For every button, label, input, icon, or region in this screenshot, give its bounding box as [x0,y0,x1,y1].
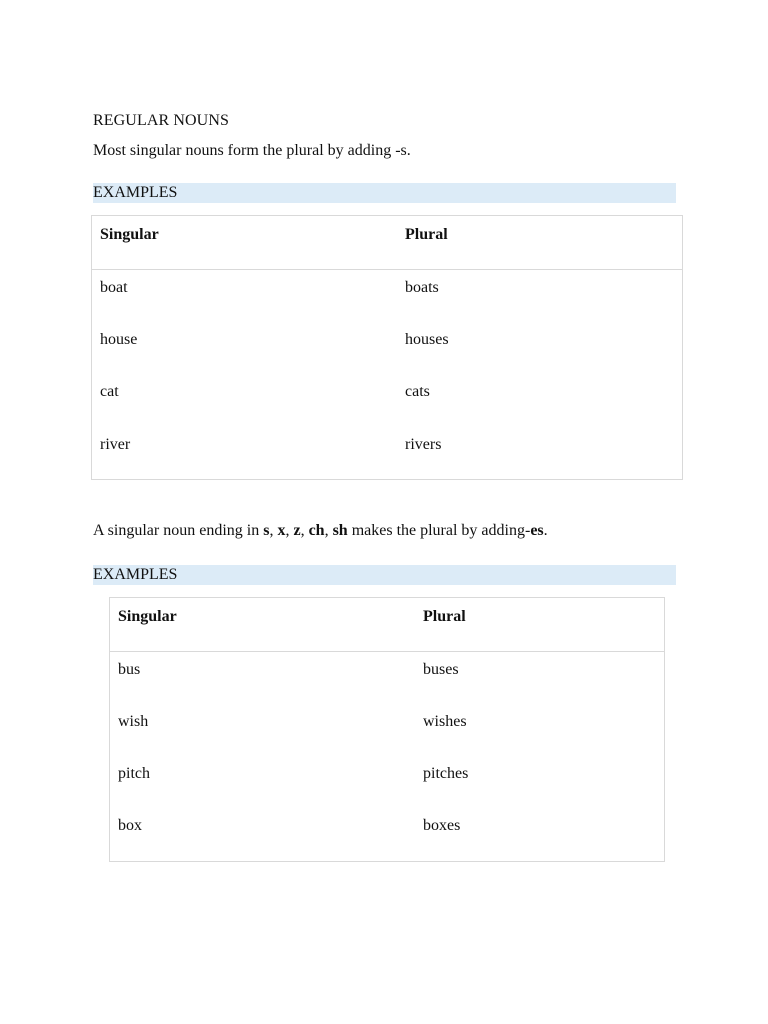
column-header-singular: Singular [100,226,159,243]
plural-cell: boats [405,279,439,296]
column-header-singular: Singular [118,608,177,625]
rule-text-end: . [543,522,548,539]
column-header-plural: Plural [405,226,448,243]
column-header-plural: Plural [423,608,466,625]
plural-cell: cats [405,383,430,400]
ending-s: s [263,522,270,539]
singular-cell: boat [100,279,128,296]
rule-paragraph [93,522,548,540]
singular-cell: house [100,331,138,348]
plural-cell: wishes [423,713,467,730]
singular-cell: wish [118,713,149,730]
singular-cell: box [118,817,142,834]
examples-table-1 [91,215,683,480]
ending-x: x [277,522,286,539]
examples-heading: EXAMPLES [93,565,676,585]
plural-cell: boxes [423,817,461,834]
ending-z: z [293,522,301,539]
singular-cell: pitch [118,765,150,782]
plural-cell: houses [405,331,449,348]
plural-cell: rivers [405,436,442,453]
singular-cell: bus [118,661,141,678]
separator: , [269,522,278,539]
singular-cell: cat [100,383,119,400]
intro-paragraph: Most singular nouns form the plural by adding -s. [93,142,411,159]
table-header-row [92,216,682,270]
singular-cell: river [100,436,131,453]
examples-heading: EXAMPLES [93,183,676,203]
ending-ch: ch [308,522,325,539]
plural-cell: pitches [423,765,469,782]
table-header-row [110,598,664,652]
separator: , [324,522,333,539]
separator: , [300,522,309,539]
plural-cell: buses [423,661,459,678]
suffix-es: es [530,522,544,539]
ending-sh: sh [332,522,348,539]
rule-text-middle: makes the plural by adding- [347,522,531,539]
section-title: REGULAR NOUNS [93,112,229,129]
examples-table-2 [109,597,665,862]
rule-text-start: A singular noun ending in [93,522,264,539]
separator: , [285,522,294,539]
